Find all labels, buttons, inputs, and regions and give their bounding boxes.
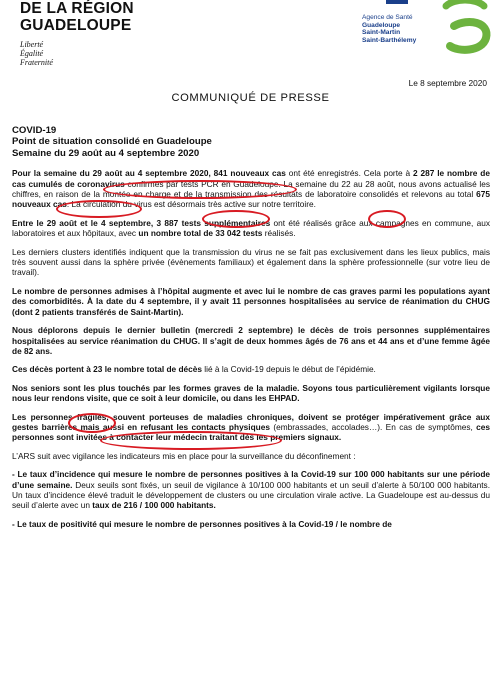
p8-bold-2: ces personnes sont invitées à contacter leur médecin traitant dès les premiers signaux. — [12, 421, 491, 443]
paragraph-ars-indicators: L’ARS suit avec vigilance les indicateurs mis en place pour la surveillance du déconfinement : — [12, 450, 356, 461]
p10-text: Deux seuils sont fixés, un seuil de vigilance à 10/100 000 habitants et un seuil d’alerte à 50/100 000 habitants. Un taux d’incidence élevé traduit le développement de clusters ou une circulation virale active. La Guadeloupe est au-dessus du seuil d’alerte avec un — [12, 479, 491, 511]
p1-bold-3: 675 nouveaux cas — [12, 189, 490, 210]
motto-egalite: Égalité — [20, 49, 44, 58]
paragraph-new-cases — [12, 168, 490, 210]
p10-bold-1: - Le taux d’incidence qui mesure le nombre de personnes positives à la Covid-19 sur 100 000 habitants sur une période d’une semaine. — [12, 469, 490, 490]
ars-agency-text — [362, 14, 416, 44]
heading-line-2: Point de situation consolidé en Guadeloupe — [12, 136, 212, 148]
paragraph-tests — [12, 218, 490, 239]
publication-date: Le 8 septembre 2020 — [408, 78, 487, 88]
p1-text-2: confirmés par tests PCR en Guadeloupe. La semaine du 22 au 28 août, nous avons actualisé les chiffres, en raison de la montée en charge et de la transmission des résultats de laboratoire consolidés et relevons au total — [12, 178, 490, 200]
heading-line-1: COVID-19 — [12, 125, 57, 136]
ars-territory-3: Saint-Barthélemy — [362, 36, 417, 44]
paragraph-hospital: Le nombre de personnes admises à l’hôpital augmente et avec lui le nombre de cas graves parmi les populations ayant des comorbidités. À la date du 4 septembre, il y avait 11 personnes hospitalisées au service de réanimation du CHUG (dont 2 patients transférés de Saint-Martin). — [12, 285, 490, 317]
press-release-body — [12, 125, 490, 537]
region-logo — [20, 0, 180, 67]
p1-text-1: ont été enregistrés. Cela porte à — [285, 168, 413, 179]
republic-motto — [20, 40, 180, 67]
paragraph-incidence-rate — [12, 469, 490, 511]
region-name-line1: DE LA RÉGION — [20, 0, 134, 17]
heading-line-3: Semaine du 29 août au 4 septembre 2020 — [12, 147, 200, 159]
region-name-line2: GUADELOUPE — [20, 17, 132, 34]
paragraph-death-total — [12, 364, 490, 374]
p2-text-1: ont été réalisés grâce aux campagnes en commune, aux laboratoires et aux hôpitaux, avec — [12, 217, 490, 239]
ars-territory-2: Saint-Martin — [362, 29, 401, 37]
ars-territory-1: Guadeloupe — [362, 21, 401, 29]
paragraph-deaths: Nous déplorons depuis le dernier bulletin (mercredi 2 septembre) le décès de trois personnes supplémentaires hospitalisées au service réanimation du CHUG. Il s’agit de deux hommes âgés de 76 ans et 44 ans et d’une femme âgée de 82 ans. — [12, 325, 490, 356]
p1-text-3: . La circulation du virus est désormais très active sur notre territoire. — [66, 199, 316, 210]
page-title: COMMUNIQUÉ DE PRESSE — [171, 92, 330, 104]
paragraph-clusters: Les derniers clusters identifiés indiquent que la transmission du virus ne se fait pas exclusivement dans les lieux publics, mais très souvent aussi dans la sphère privée (évènements familiaux) et également dans la sphère professionnelle (sur votre lieu de travail). — [12, 246, 490, 278]
release-heading — [12, 125, 490, 159]
p1-bold-2: 2 287 le nombre de cas cumulés de coronavirus — [12, 168, 490, 189]
paragraph-fragile — [12, 412, 490, 443]
paragraph-positivity-rate: - Le taux de positivité qui mesure le nombre de personnes positives à la Covid-19 / le nombre de — [12, 518, 392, 529]
ars-agency-label: Agence de Santé — [362, 14, 413, 21]
p6-text: lié à la Covid-19 depuis le début de l’épidémie. — [201, 364, 376, 375]
p8-text: (embrassades, accolades…). En cas de symptômes, — [269, 421, 477, 432]
p1-bold-1: Pour la semaine du 29 août au 4 septembre 2020, 841 nouveaux cas — [12, 168, 286, 179]
p6-bold: Ces décès portent à 23 le nombre total de décès — [12, 364, 202, 375]
p2-bold-1: Entre le 29 août et le 4 septembre, 3 887 tests supplémentaires — [12, 217, 271, 228]
p2-text-2: réalisés. — [262, 228, 296, 239]
paragraph-seniors: Nos seniors sont les plus touchés par les formes graves de la maladie. Soyons tous particulièrement vigilants lorsque nous leur rendons visite, que ce soit à leur domicile, ou dans les EHPAD. — [12, 382, 490, 404]
p10-bold-2: taux de 216 / 100 000 habitants. — [92, 500, 216, 511]
p2-bold-2: un nombre total de 33 042 tests — [138, 228, 263, 239]
motto-fraternite: Fraternité — [20, 58, 53, 67]
p8-bold-1: Les personnes fragiles, souvent porteuses de maladies chroniques, doivent se protéger impérativement grâce aux gestes barrières mais aussi en refusant les contacts physiques — [12, 411, 490, 432]
motto-liberte: Liberté — [20, 40, 44, 49]
